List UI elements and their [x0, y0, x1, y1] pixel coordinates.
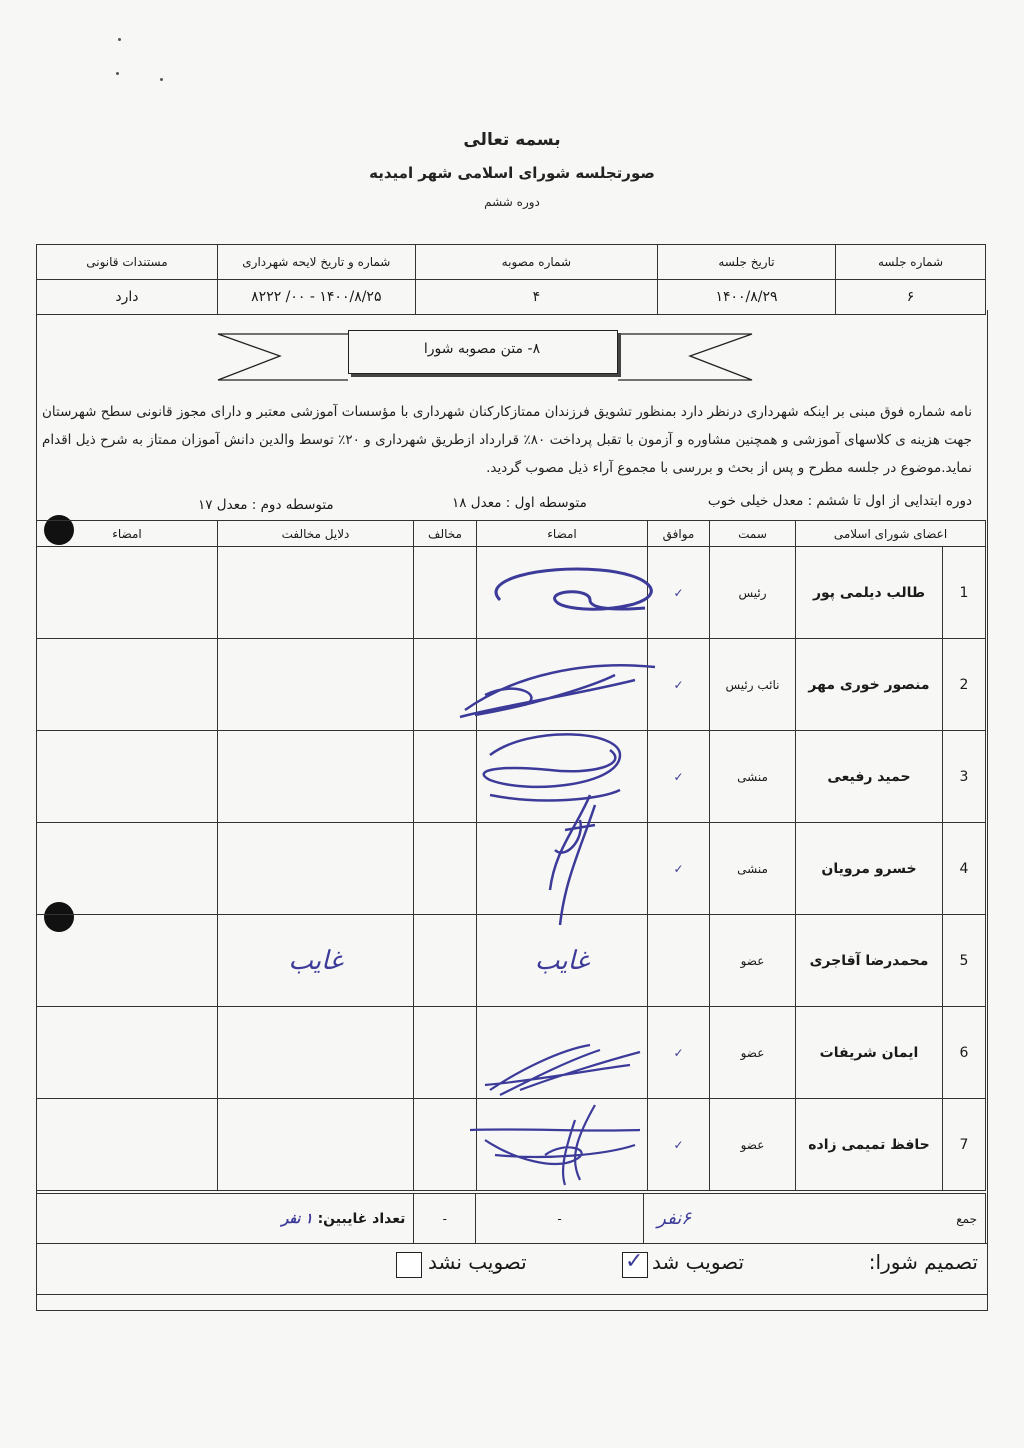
- row-number: 4: [943, 823, 986, 915]
- meta-value-session-no: ۶: [835, 280, 985, 315]
- meta-label-bill: شماره و تاریخ لایحه شهرداری: [217, 245, 415, 280]
- signature-1: [480, 560, 670, 630]
- agree-check: ✓: [648, 1007, 710, 1099]
- reason-cell: [218, 547, 414, 639]
- total-agree-count: ۶نفر: [643, 1194, 704, 1244]
- oppose-cell: [414, 1007, 477, 1099]
- member-name: منصور خوری مهر: [796, 639, 943, 731]
- table-row: [37, 823, 986, 915]
- absent-count-value: ۱ نفر: [281, 1210, 313, 1227]
- meta-value-resolution-no: ۴: [415, 280, 657, 315]
- header-title: صورتجلسه شورای اسلامی شهر امیدیه: [369, 164, 655, 182]
- col-header-sign2: امضاء: [37, 521, 218, 547]
- row-number: 1: [943, 547, 986, 639]
- oppose-cell: [414, 915, 477, 1007]
- header-bismillah: بسمه تعالی: [463, 130, 561, 150]
- sign2-cell: [37, 915, 218, 1007]
- meta-label-legal-docs: مستندات قانونی: [37, 245, 218, 280]
- reason-cell: [218, 823, 414, 915]
- resolution-text: نامه شماره فوق مبنی بر اینکه شهرداری درنظر دارد بمنظور تشویق فرزندان ممتازکارکنان شهرداری با مؤسسات آموزشی معتبر و دارای مجوز قانونی سطح شهرستان جهت هزینه ی کلاسهای آموزشی و همچنین مشاوره و آزمون با تقبل پرداخت ۸۰٪ قرارداد ازطریق شهرداری و ۲۰٪ توسط والدین دانش آموزان ممتاز به شرح ذیل اقدام نماید.موضوع در جلسه مطرح و پس از بحث و بررسی با مجموع آراء ذیل مصوب گردید.: [42, 404, 972, 476]
- sign2-cell: [37, 639, 218, 731]
- meta-label-session-no: شماره جلسه: [835, 245, 985, 280]
- rejected-checkbox: [396, 1252, 422, 1278]
- member-name: خسرو مرویان: [796, 823, 943, 915]
- row-number: 2: [943, 639, 986, 731]
- signature-7: [465, 1100, 645, 1190]
- col-header-agree: موافق: [648, 521, 710, 547]
- table-row: [37, 915, 986, 1007]
- agree-check: ✓: [648, 731, 710, 823]
- meta-label-session-date: تاریخ جلسه: [657, 245, 835, 280]
- signature-4: [535, 790, 615, 930]
- member-role: عضو: [710, 915, 796, 1007]
- agree-check: ✓: [648, 547, 710, 639]
- reason-cell: [218, 1099, 414, 1191]
- scan-speck: [118, 38, 121, 41]
- scan-speck: [116, 72, 119, 75]
- member-name: حافظ تمیمی زاده: [796, 1099, 943, 1191]
- signature-2: [455, 655, 665, 725]
- scan-speck: [160, 78, 163, 81]
- member-role: عضو: [710, 1099, 796, 1191]
- grade-primary: دوره ابتدایی از اول تا ششم : معدل خیلی خوب: [707, 493, 972, 509]
- total-sign-dash: -: [476, 1194, 644, 1244]
- row-number: 6: [943, 1007, 986, 1099]
- totals-table: [36, 1193, 986, 1244]
- signature-6: [480, 1040, 650, 1100]
- header-term: دوره ششم: [484, 195, 540, 209]
- oppose-cell: [414, 823, 477, 915]
- decision-approved-label: تصویب شد: [652, 1250, 745, 1274]
- grade-middle2: متوسطه دوم : معدل ۱۷: [198, 497, 334, 513]
- reason-cell: [218, 731, 414, 823]
- member-role: نائب رئیس: [710, 639, 796, 731]
- sign2-cell: [37, 731, 218, 823]
- meta-label-resolution-no: شماره مصوبه: [415, 245, 657, 280]
- col-header-sign: امضاء: [477, 521, 648, 547]
- col-header-members: اعضای شورای اسلامی: [796, 521, 986, 547]
- row-number: 5: [943, 915, 986, 1007]
- absent-count-cell: [37, 1194, 414, 1244]
- grade-middle1: متوسطه اول : معدل ۱۸: [452, 495, 587, 511]
- section-title: ۸- متن مصوبه شورا: [423, 341, 541, 357]
- col-header-reasons: دلایل مخالفت: [218, 521, 414, 547]
- approved-checkbox: [622, 1249, 648, 1278]
- member-name: ایمان شریفات: [796, 1007, 943, 1099]
- approved-checkmark: ✓: [625, 1249, 644, 1274]
- member-name: حمید رفیعی: [796, 731, 943, 823]
- meta-table: [36, 244, 986, 315]
- absent-count-label: تعداد غایبین:: [317, 1210, 406, 1227]
- oppose-cell: [414, 547, 477, 639]
- member-role: منشی: [710, 823, 796, 915]
- reason-cell: [218, 639, 414, 731]
- total-label: جمع: [704, 1194, 985, 1244]
- member-name: طالب دیلمی پور: [796, 547, 943, 639]
- member-role: منشی: [710, 731, 796, 823]
- agree-check: [648, 915, 710, 1007]
- sign2-cell: [37, 1099, 218, 1191]
- decision-label: تصمیم شورا:: [868, 1250, 978, 1274]
- meta-value-legal-docs: دارد: [37, 280, 218, 315]
- oppose-cell: [414, 731, 477, 823]
- col-header-oppose: مخالف: [414, 521, 477, 547]
- sign2-cell: [37, 547, 218, 639]
- member-name: محمدرضا آقاجری: [796, 915, 943, 1007]
- meta-value-session-date: ۱۴۰۰/۸/۲۹: [657, 280, 835, 315]
- agree-check: ✓: [648, 1099, 710, 1191]
- member-role: رئیس: [710, 547, 796, 639]
- absent-sign: غایب: [477, 915, 648, 1007]
- sign2-cell: [37, 1007, 218, 1099]
- total-oppose-dash: -: [414, 1194, 476, 1244]
- absent-reason: غایب: [218, 915, 414, 1007]
- agree-check: ✓: [648, 823, 710, 915]
- decision-rejected-label: تصویب نشد: [428, 1250, 527, 1274]
- sign2-cell: [37, 823, 218, 915]
- row-number: 7: [943, 1099, 986, 1191]
- agree-check: ✓: [648, 639, 710, 731]
- col-header-role: سمت: [710, 521, 796, 547]
- reason-cell: [218, 1007, 414, 1099]
- member-role: عضو: [710, 1007, 796, 1099]
- meta-value-bill: ۸۲۲۲ /۰۰ - ۱۴۰۰/۸/۲۵: [217, 280, 415, 315]
- row-number: 3: [943, 731, 986, 823]
